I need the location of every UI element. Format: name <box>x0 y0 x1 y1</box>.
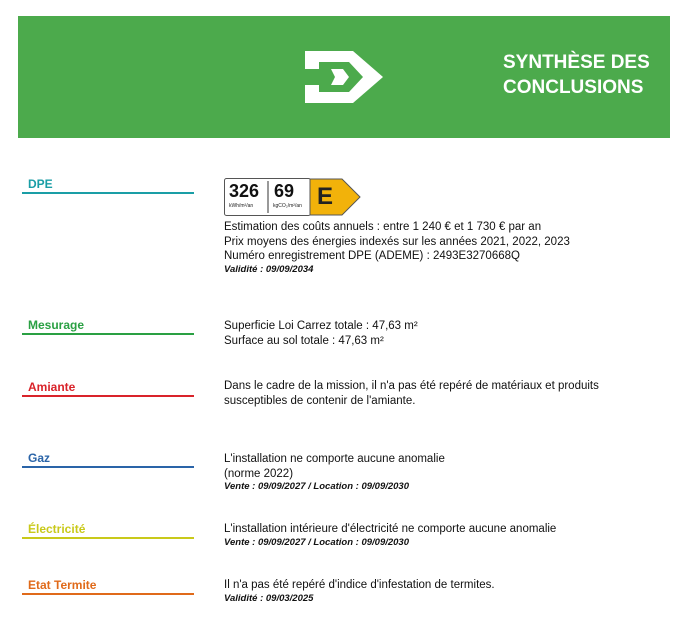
gaz-validity: Vente : 09/09/2027 / Location : 09/09/2030 <box>224 481 409 492</box>
dpe-class-letter: E <box>317 183 334 210</box>
dpe-energy-value: 326 <box>229 181 260 201</box>
page-title: SYNTHÈSE DES CONCLUSIONS <box>503 52 650 98</box>
termite-line-1: Il n'a pas été repéré d'indice d'infestation de termites. <box>224 579 495 591</box>
header-banner <box>18 16 670 138</box>
dpe-badge <box>224 178 362 216</box>
dpe-validity: Validité : 09/09/2034 <box>224 263 314 275</box>
section-label-termite: Etat Termite <box>22 579 194 595</box>
section-label-dpe: DPE <box>22 178 194 194</box>
dpe-cost-estimate: Estimation des coûts annuels : entre 1 240 € et 1 730 € par an <box>224 221 542 233</box>
section-label-electricite: Électricité <box>22 523 194 539</box>
gaz-line-2: (norme 2022) <box>224 467 294 480</box>
dpe-price-years: Prix moyens des énergies indexés sur les années 2021, 2022, 2023 <box>224 235 570 248</box>
termite-validity: Validité : 09/03/2025 <box>224 592 314 604</box>
electricite-validity: Vente : 09/09/2027 / Location : 09/09/2030 <box>224 536 409 548</box>
amiante-line-1: Dans le cadre de la mission, il n'a pas été repéré de matériaux et produits <box>224 380 599 392</box>
gaz-line-1: L'installation ne comporte aucune anomalie <box>224 453 445 465</box>
gaz-details <box>224 452 664 493</box>
dpe-registration-number: Numéro enregistrement DPE (ADEME) : 2493E3270668Q <box>224 250 520 262</box>
dpe-emissions-value: 69 <box>274 181 295 201</box>
amiante-details <box>224 379 664 408</box>
section-label-amiante: Amiante <box>22 381 194 397</box>
dpe-energy-unit: kWh/m²/an <box>229 203 254 209</box>
dpe-emissions-unit: kgCO₂/m²/an <box>273 203 302 209</box>
arrow-right-icon <box>305 51 383 103</box>
electricite-line-1: L'installation intérieure d'électricité ne comporte aucune anomalie <box>224 523 557 535</box>
section-label-gaz: Gaz <box>22 452 194 468</box>
mesurage-floor-area: Surface au sol totale : 47,63 m² <box>224 334 384 347</box>
amiante-line-2: susceptibles de contenir de l'amiante. <box>224 394 416 407</box>
mesurage-details <box>224 319 664 348</box>
dpe-details <box>224 220 664 276</box>
termite-details <box>224 578 664 605</box>
section-label-mesurage: Mesurage <box>22 319 194 335</box>
electricite-details <box>224 522 664 549</box>
mesurage-carrez: Superficie Loi Carrez totale : 47,63 m² <box>224 320 418 332</box>
